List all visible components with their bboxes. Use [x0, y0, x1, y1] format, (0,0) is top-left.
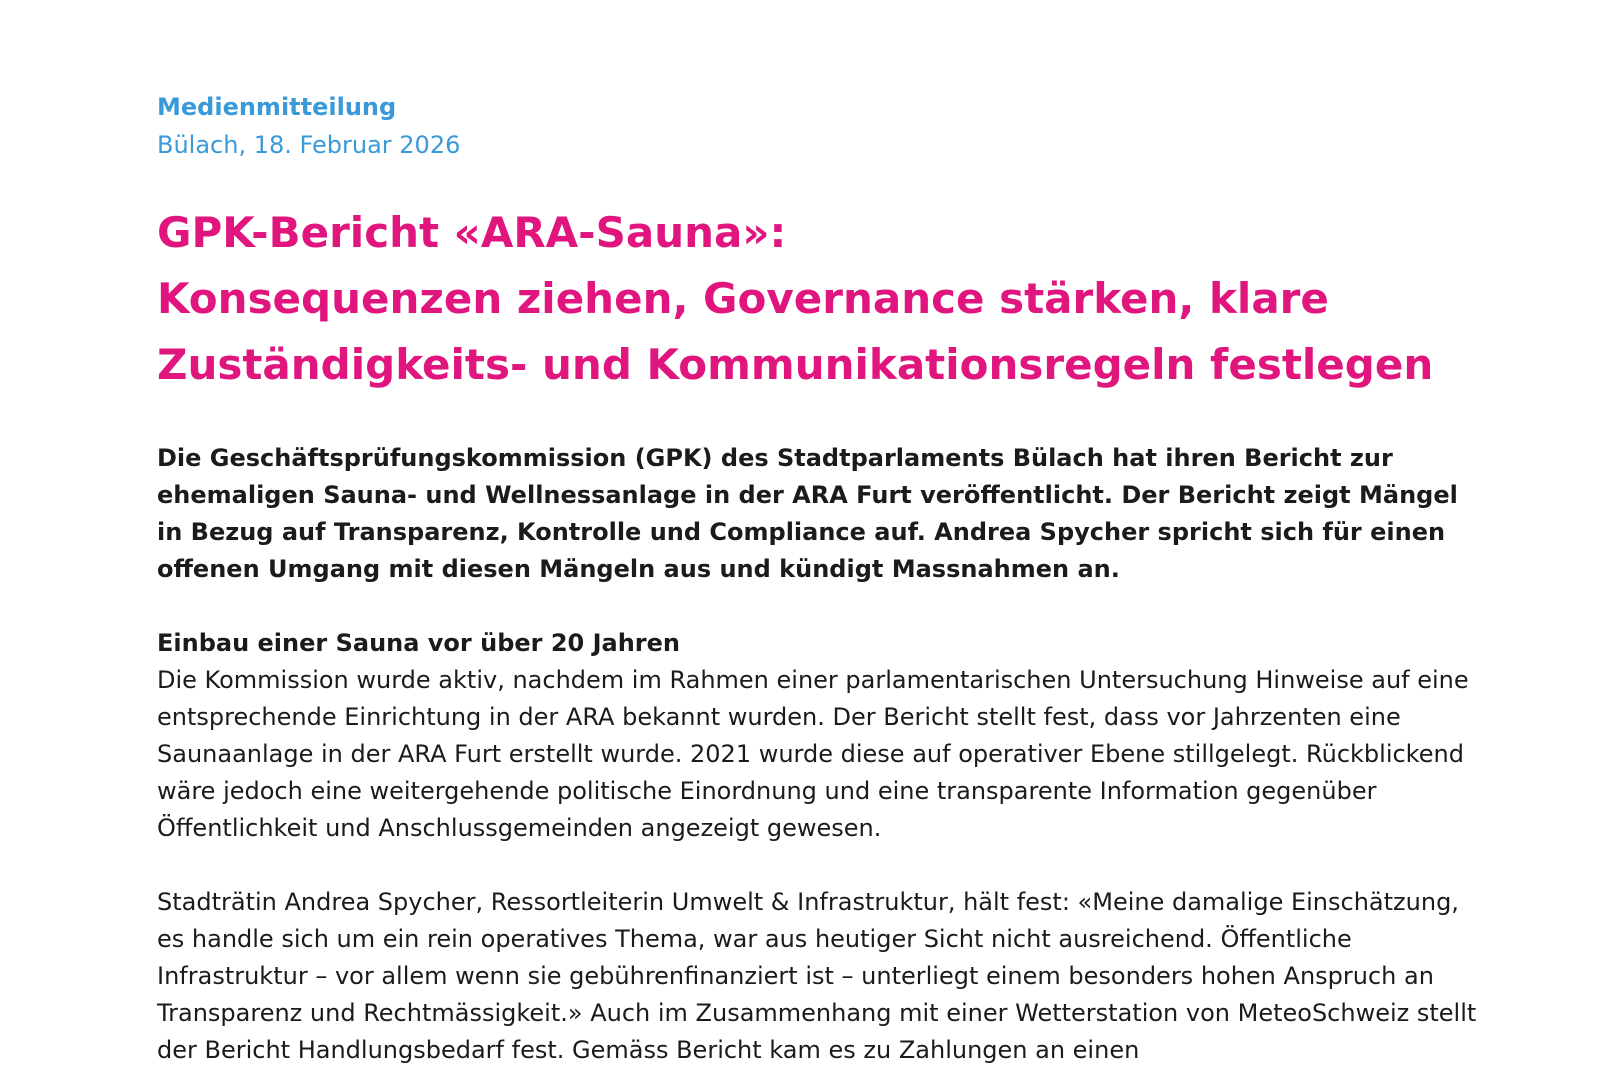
place-date: Bülach, 18. Februar 2026 — [157, 131, 461, 159]
section-sauna — [157, 625, 1477, 1069]
title-line-3: Zuständigkeits- und Kommunikationsregeln festlegen — [157, 340, 1434, 389]
title-line-2: Konsequenzen ziehen, Governance stärken, klare — [157, 274, 1329, 323]
press-release-page — [157, 88, 1477, 1069]
document-type-label: Medienmitteilung — [157, 93, 397, 121]
section-heading: Einbau einer Sauna vor über 20 Jahren — [157, 629, 681, 657]
title-line-1: GPK-Bericht «ARA-Sauna»: — [157, 208, 787, 257]
body-paragraph-1: Die Kommission wurde aktiv, nachdem im Rahmen einer parlamentarischen Untersuchung Hinweise auf eine entsprechende Einrichtung in der ARA bekannt wurden. Der Bericht stellt fest, dass vor Jahrzenten eine Saunaanlage in der ARA Furt erstellt wurde. 2021 wurde diese auf operativer Ebene stillgelegt. Rückblickend wäre jedoch eine weitergehende politische Einordnung und eine transparente Information gegenüber Öffentlichkeit und Anschlussgemeinden angezeigt gewesen. — [157, 666, 1469, 842]
page-title — [157, 200, 1477, 398]
body-paragraph-2: Stadträtin Andrea Spycher, Ressortleiterin Umwelt & Infrastruktur, hält fest: «Meine damalige Einschätzung, es handle sich um ein rein operatives Thema, war aus heutiger Sicht nicht ausreichend. Öffentliche Infrastruktur – vor allem wenn sie gebührenfinanziert ist – unterliegt einem besonders hohen Anspruch an Transparenz und Rechtmässigkeit.» Auch im Zusammenhang mit einer Wetterstation von MeteoSchweiz stellt der Bericht Handlungsbedarf fest. Gemäss Bericht kam es zu Zahlungen an einen — [157, 888, 1477, 1064]
lead-paragraph: Die Geschäftsprüfungskommission (GPK) des Stadtparlaments Bülach hat ihren Bericht zur ehemaligen Sauna- und Wellnessanlage in der ARA Furt veröffentlicht. Der Bericht zeigt Mängel in Bezug auf Transparenz, Kontrolle und Compliance auf. Andrea Spycher spricht sich für einen offenen Umgang mit diesen Mängeln aus und kündigt Massnahmen an. — [157, 444, 1458, 583]
